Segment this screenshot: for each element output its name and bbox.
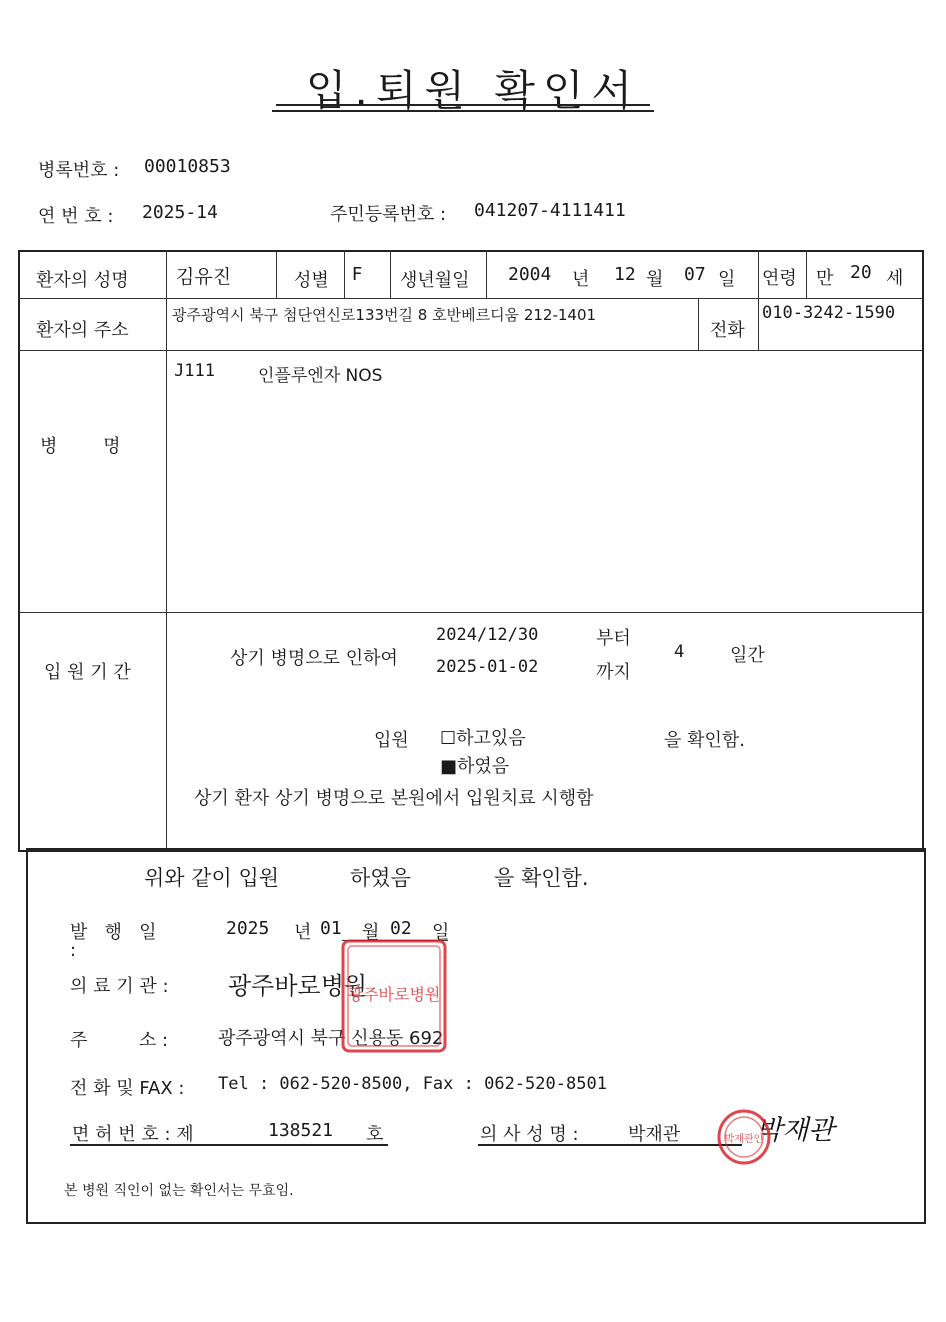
age-prefix: 만 (816, 268, 834, 289)
option-ongoing: ☐하고있음 (440, 728, 526, 749)
title-underline-2 (272, 110, 654, 112)
contact-label: 전 화 및 FAX : (70, 1078, 185, 1099)
doctor-seal-text: 박재관인 (724, 1134, 764, 1145)
license-underline (70, 1144, 388, 1146)
col-line-sex (344, 250, 345, 298)
issue-day-unit: 일 (432, 922, 450, 943)
resident-number-label: 주민등록번호 : (330, 204, 447, 225)
age-unit: 세 (886, 268, 904, 289)
birth-year-unit: 년 (572, 269, 590, 290)
admission-start-date: 2024/12/30 (436, 625, 539, 645)
sex-value: F (352, 264, 363, 285)
issue-year-unit: 년 (294, 922, 312, 943)
issue-month-unit: 월 (362, 922, 380, 943)
confirm-text-b: 하였음 (350, 866, 411, 890)
admission-days-unit: 일간 (730, 645, 765, 666)
admission-end-date: 2025-01-02 (436, 657, 539, 677)
patient-phone: 010-3242-1590 (762, 303, 896, 323)
confirm-text-a: 위와 같이 입원 (144, 866, 280, 890)
contact-numbers: Tel : 062-520-8500, Fax : 062-520-8501 (218, 1074, 607, 1094)
institution-label: 의 료 기 관 : (70, 976, 169, 997)
doctor-name: 박재관 (628, 1124, 681, 1145)
phone-label: 전화 (710, 320, 745, 341)
doctor-underline (478, 1144, 742, 1146)
patient-name: 김유진 (176, 266, 232, 288)
col-line-phone (698, 298, 699, 350)
admission-confirm: 을 확인함. (664, 730, 745, 751)
age-label: 연령 (762, 268, 797, 289)
birth-month-unit: 월 (646, 269, 664, 290)
option-done: ■하였음 (440, 756, 510, 777)
diagnosis-name: 인플루엔자 NOS (258, 366, 383, 386)
resident-number: 041207-4111411 (474, 200, 626, 221)
document-title: 입.퇴원 확인서 (305, 66, 641, 115)
col-line-birth (390, 250, 391, 298)
birth-day: 07 (684, 264, 706, 285)
patient-address: 광주광역시 북구 첨단연신로133번길 8 호반베르디움 212-1401 (172, 306, 597, 324)
birth-month: 12 (614, 264, 636, 285)
col-line-age (758, 250, 759, 350)
row-line-3 (18, 612, 922, 613)
birth-label: 생년월일 (400, 270, 470, 291)
row-line-2 (18, 350, 922, 351)
col-line-label (166, 250, 167, 848)
issue-date-label: 발 행 일 (70, 922, 157, 943)
birth-year: 2004 (508, 264, 552, 285)
birth-day-unit: 일 (718, 269, 736, 290)
doctor-signature: 박재관 (756, 1115, 835, 1146)
license-label: 면 허 번 호 : 제 (72, 1124, 194, 1145)
col-line-name (276, 250, 277, 298)
sex-label: 성별 (294, 270, 329, 291)
address-label: 환자의 주소 (36, 320, 129, 341)
row-line-1 (18, 298, 922, 299)
admission-days: 4 (674, 642, 685, 662)
col-line-birthval (486, 250, 487, 298)
treatment-text: 상기 환자 상기 병명으로 본원에서 입원치료 시행함 (194, 788, 594, 809)
issuer-address: 광주광역시 북구 신용동 692 (218, 1028, 444, 1049)
admission-label: 입 원 기 간 (44, 662, 131, 683)
issue-date-colon: : (70, 940, 77, 961)
issuer-address-label: 주 소 : (70, 1030, 169, 1051)
record-number: 00010853 (144, 156, 231, 177)
license-number: 138521 (268, 1120, 334, 1141)
serial-number-label: 연 번 호 : (38, 206, 114, 227)
record-number-label: 병록번호 : (38, 160, 120, 181)
license-suffix: 호 (366, 1124, 384, 1145)
patient-name-label: 환자의 성명 (36, 270, 129, 291)
issue-month: 01 (320, 918, 342, 939)
diagnosis-label: 병 명 (40, 436, 121, 457)
admission-start-suffix: 부터 (596, 628, 631, 649)
admission-end-suffix: 까지 (596, 662, 631, 683)
institution-name: 광주바로병원 (228, 972, 368, 1000)
title-underline (276, 104, 650, 106)
admission-reason: 상기 병명으로 인하여 (230, 648, 398, 669)
admission-status-label: 입원 (374, 730, 409, 751)
doctor-seal (716, 1108, 772, 1166)
issue-day: 02 (390, 918, 412, 939)
diagnosis-code: J111 (174, 361, 215, 381)
validity-notice: 본 병원 직인이 없는 확인서는 무효임. (64, 1183, 294, 1199)
doctor-label: 의 사 성 명 : (480, 1124, 579, 1145)
issue-year: 2025 (226, 918, 270, 939)
serial-number: 2025-14 (142, 202, 218, 223)
age-value: 20 (850, 262, 872, 283)
col-line-ageval (806, 250, 807, 298)
hospital-seal-text: 광주바로병원 (347, 985, 441, 1004)
confirm-text-c: 을 확인함. (494, 866, 589, 890)
hospital-seal (340, 938, 448, 1054)
